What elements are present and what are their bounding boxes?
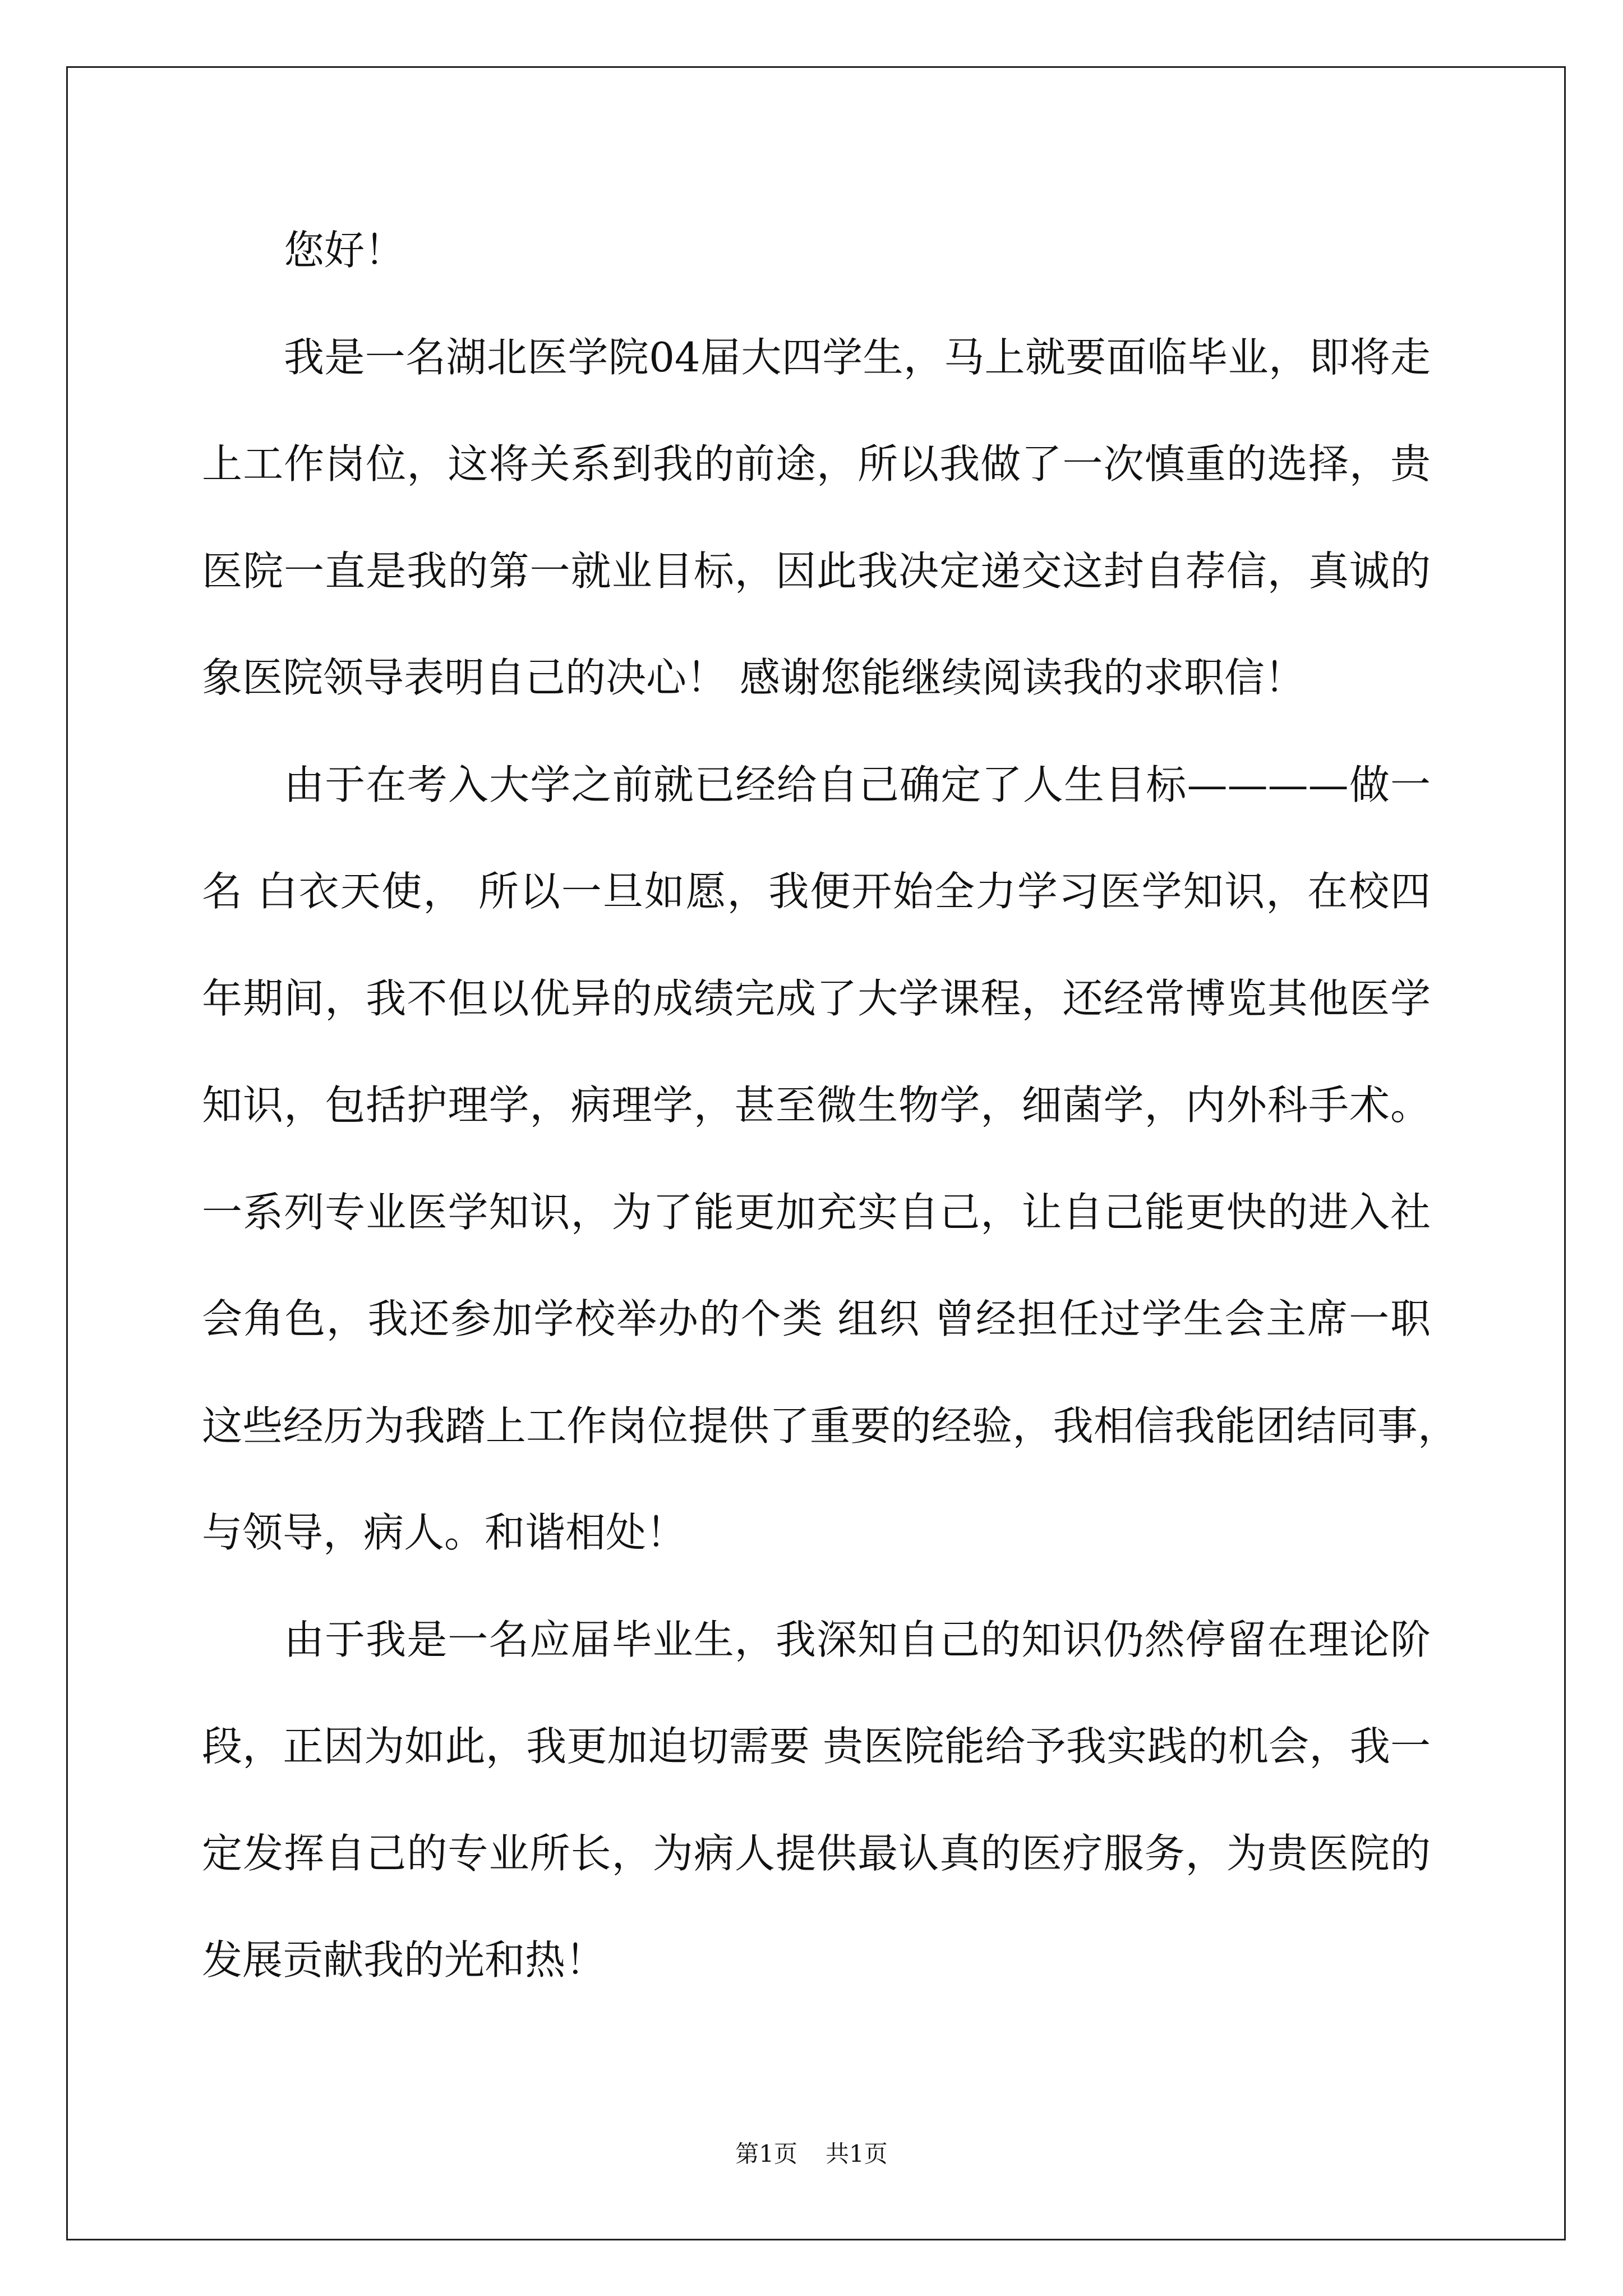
greeting: 您好！	[284, 227, 405, 274]
paragraph-1-line-2: 上工作岗位，这将关系到我的前途，所以我做了一次慎重的选择，贵	[202, 440, 1431, 487]
paragraph-2-line-8: 与领导，病人。和谐相处！	[202, 1509, 687, 1556]
paragraph-2-line-3: 年期间，我不但以优异的成绩完成了大学课程，还经常博览其他医学	[202, 974, 1431, 1022]
paragraph-3	[202, 1586, 1431, 2014]
paragraph-2-line-7: 这些经历为我踏上工作岗位提供了重要的经验，我相信我能团结同事，	[202, 1402, 1458, 1450]
paragraph-2	[202, 731, 1458, 1586]
paragraph-3-line-1: 由于我是一名应届毕业生，我深知自己的知识仍然停留在理论阶	[284, 1616, 1431, 1663]
paragraph-2-line-5: 一系列专业医学知识，为了能更加充实自己，让自己能更快的进入社	[202, 1188, 1431, 1236]
page-number: 第1页	[735, 2140, 797, 2168]
paragraph-3-line-2: 段，正因为如此，我更加迫切需要 贵医院能给予我实践的机会，我一	[202, 1723, 1431, 1770]
page-footer	[0, 2138, 1623, 2170]
paragraph-3-line-3: 定发挥自己的专业所长，为病人提供最认真的医疗服务，为贵医院的	[202, 1829, 1431, 1877]
paragraph-3-line-4: 发展贡献我的光和热！	[202, 1936, 606, 1984]
paragraph-1-line-4: 象医院领导表明自己的决心！ 感谢您能继续阅读我的求职信！	[202, 654, 1305, 701]
paragraph-2-line-6: 会角色，我还参加学校举办的个类 组织 曾经担任过学生会主席一职	[202, 1295, 1431, 1342]
paragraph-2-line-1: 由于在考入大学之前就已经给自己确定了人生目标————做一	[284, 761, 1431, 808]
page-total: 共1页	[826, 2140, 888, 2168]
paragraph-2-line-2: 名 白衣天使， 所以一旦如愿，我便开始全力学习医学知识，在校四	[202, 868, 1431, 915]
paragraph-1	[202, 304, 1431, 731]
letter-body	[202, 197, 1458, 2014]
paragraph-1-line-1: 我是一名湖北医学院04届大四学生，马上就要面临毕业，即将走	[284, 333, 1431, 381]
paragraph-2-line-4: 知识，包括护理学，病理学，甚至微生物学，细菌学，内外科手术。	[202, 1082, 1431, 1129]
paragraph-1-line-3: 医院一直是我的第一就业目标，因此我决定递交这封自荐信，真诚的	[202, 547, 1431, 595]
